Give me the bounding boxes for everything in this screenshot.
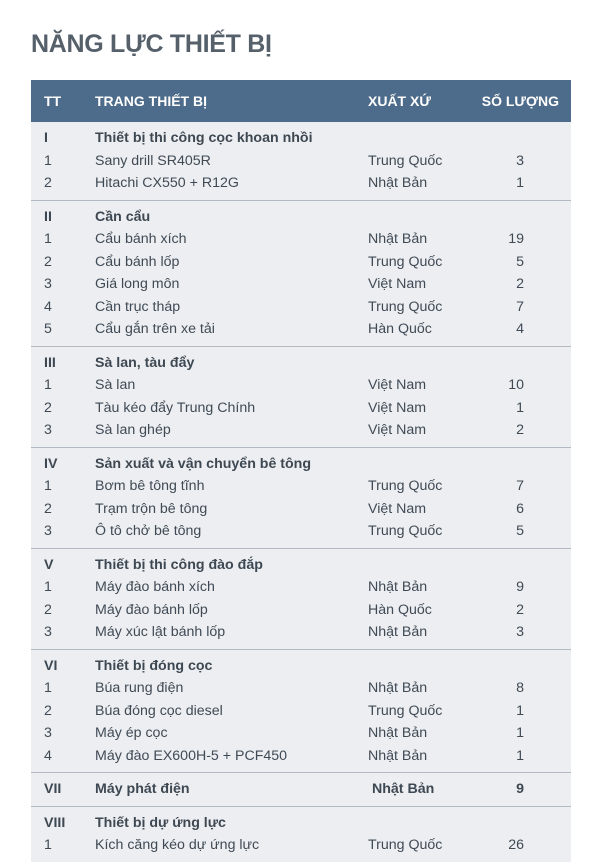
item-quantity: 7	[516, 298, 524, 315]
item-origin: Việt Nam	[368, 500, 427, 517]
item-name: Máy xúc lật bánh lốp	[95, 624, 226, 640]
item-number: 2	[44, 253, 52, 270]
item-number: 1	[44, 231, 52, 247]
item-number: 3	[44, 523, 52, 539]
item-quantity: 5	[516, 523, 524, 539]
group-number: V	[44, 556, 54, 573]
group-header-row	[31, 655, 571, 678]
item-name: Cẩu bánh lốp	[95, 253, 180, 270]
item-name: Cẩu gắn trên xe tải	[95, 321, 215, 337]
group-name: Sản xuất và vận chuyển bê tông	[95, 455, 312, 472]
item-quantity: 1	[516, 702, 524, 719]
group-header-row	[31, 554, 571, 577]
item-origin: Trung Quốc	[368, 523, 443, 539]
item-number: 2	[44, 500, 52, 517]
header-origin: XUẤT XỨ	[368, 93, 431, 109]
item-origin: Nhật Bản	[368, 175, 428, 191]
item-name: Sany drill SR405R	[95, 152, 211, 169]
table-row	[31, 520, 571, 543]
item-number: 4	[44, 298, 52, 315]
item-origin: Nhật Bản	[368, 231, 428, 247]
item-name: Sà lan	[95, 377, 136, 393]
item-origin: Việt Nam	[368, 422, 427, 438]
item-number: 2	[44, 702, 52, 719]
table-group	[31, 447, 571, 548]
item-origin: Việt Nam	[368, 377, 427, 393]
item-quantity: 6	[516, 500, 524, 517]
item-number: 1	[44, 377, 52, 393]
equipment-table	[31, 80, 571, 862]
item-origin: Nhật Bản	[368, 680, 428, 696]
table-body	[31, 122, 571, 862]
item-number: 1	[44, 837, 52, 853]
item-name: Bơm bê tông tĩnh	[95, 478, 205, 494]
table-group	[31, 806, 571, 862]
group-name: Máy phát điện	[95, 781, 190, 797]
item-quantity: 19	[508, 231, 524, 247]
item-number: 1	[44, 152, 52, 169]
item-number: 3	[44, 725, 52, 741]
item-name: Máy đào bánh xích	[95, 579, 215, 595]
item-quantity: 26	[508, 837, 524, 853]
group-number: VII	[44, 781, 62, 797]
item-name: Máy đào EX600H-5 + PCF450	[95, 747, 288, 764]
table-row	[31, 722, 571, 745]
group-name: Sà lan, tàu đẩy	[95, 354, 195, 371]
table-group	[31, 122, 571, 200]
table-row	[31, 834, 571, 857]
group-name: Cần cẩu	[95, 208, 151, 225]
group-name: Thiết bị thi công cọc khoan nhồi	[95, 130, 313, 146]
table-row	[31, 318, 571, 341]
item-origin: Hàn Quốc	[368, 601, 432, 618]
item-quantity: 10	[508, 377, 524, 393]
item-origin: Trung Quốc	[368, 253, 443, 270]
item-number: 1	[44, 478, 52, 494]
item-origin: Trung Quốc	[368, 702, 443, 719]
table-row	[31, 599, 571, 622]
item-quantity: 1	[516, 747, 524, 764]
item-number: 2	[44, 399, 52, 416]
item-number: 1	[44, 680, 52, 696]
item-quantity: 2	[516, 422, 524, 438]
item-number: 5	[44, 321, 52, 337]
item-origin: Việt Nam	[368, 276, 427, 292]
item-quantity: 1	[516, 725, 524, 741]
item-origin: Nhật Bản	[368, 725, 428, 741]
group-header-row	[31, 352, 571, 375]
group-number: IV	[44, 455, 58, 472]
table-row	[31, 677, 571, 700]
table-row	[31, 228, 571, 251]
item-name: Cần trục tháp	[95, 298, 181, 315]
table-row	[31, 498, 571, 521]
item-name: Trạm trộn bê tông	[95, 500, 208, 517]
item-origin: Nhật Bản	[368, 624, 428, 640]
item-origin: Trung Quốc	[368, 837, 443, 853]
group-header-row	[31, 453, 571, 476]
group-header-row	[31, 778, 571, 801]
group-quantity: 9	[516, 781, 524, 797]
table-row	[31, 172, 571, 195]
table-row	[31, 700, 571, 723]
item-name: Giá long môn	[95, 276, 180, 292]
group-name: Thiết bị đóng cọc	[95, 657, 213, 674]
table-row	[31, 273, 571, 296]
item-name: Máy ép cọc	[95, 725, 168, 741]
page-title: NĂNG LỰC THIẾT BỊ	[31, 30, 272, 58]
table-group	[31, 649, 571, 773]
item-name: Ô tô chở bê tông	[95, 523, 202, 539]
item-quantity: 3	[516, 152, 524, 169]
item-origin: Trung Quốc	[368, 478, 443, 494]
item-quantity: 2	[516, 601, 524, 618]
item-origin: Trung Quốc	[368, 152, 443, 169]
table-group	[31, 200, 571, 346]
table-group	[31, 346, 571, 447]
item-quantity: 1	[516, 399, 524, 416]
item-name: Hitachi CX550 + R12G	[95, 175, 239, 191]
table-row	[31, 621, 571, 644]
header-tt: TT	[44, 93, 62, 109]
group-header-row	[31, 812, 571, 835]
item-name: Máy đào bánh lốp	[95, 601, 208, 618]
group-number: I	[44, 130, 48, 146]
item-number: 3	[44, 624, 52, 640]
table-row	[31, 475, 571, 498]
table-row	[31, 745, 571, 768]
table-row	[31, 374, 571, 397]
item-origin: Trung Quốc	[368, 298, 443, 315]
table-row	[31, 576, 571, 599]
table-header	[31, 80, 571, 122]
item-quantity: 1	[516, 175, 524, 191]
item-quantity: 2	[516, 276, 524, 292]
item-number: 2	[44, 601, 52, 618]
group-origin: Nhật Bản	[372, 781, 435, 797]
group-number: III	[44, 354, 56, 371]
item-number: 3	[44, 422, 52, 438]
item-quantity: 9	[516, 579, 524, 595]
item-name: Búa đóng cọc diesel	[95, 702, 223, 719]
group-header-row	[31, 206, 571, 229]
item-quantity: 4	[516, 321, 524, 337]
group-header-row	[31, 127, 571, 150]
item-number: 3	[44, 276, 52, 292]
item-origin: Nhật Bản	[368, 747, 428, 764]
table-row	[31, 397, 571, 420]
header-name: TRANG THIẾT BỊ	[95, 93, 207, 109]
item-name: Kích căng kéo dự ứng lực	[95, 837, 260, 853]
table-group	[31, 548, 571, 649]
item-name: Tàu kéo đẩy Trung Chính	[95, 399, 256, 416]
group-name: Thiết bị dự ứng lực	[95, 814, 226, 831]
item-number: 2	[44, 175, 52, 191]
item-number: 4	[44, 747, 52, 764]
item-quantity: 3	[516, 624, 524, 640]
item-quantity: 8	[516, 680, 524, 696]
item-quantity: 7	[516, 478, 524, 494]
group-number: VI	[44, 657, 58, 674]
table-row	[31, 251, 571, 274]
item-origin: Hàn Quốc	[368, 321, 432, 337]
item-number: 1	[44, 579, 52, 595]
group-number: II	[44, 208, 52, 225]
table-row	[31, 150, 571, 173]
item-name: Sà lan ghép	[95, 422, 171, 438]
item-origin: Nhật Bản	[368, 579, 428, 595]
item-name: Búa rung điện	[95, 680, 184, 696]
table-row	[31, 296, 571, 319]
group-name: Thiết bị thi công đào đắp	[95, 556, 263, 573]
item-quantity: 5	[516, 253, 524, 270]
table-group	[31, 772, 571, 806]
item-origin: Việt Nam	[368, 399, 427, 416]
item-name: Cẩu bánh xích	[95, 231, 187, 247]
header-qty: SỐ LƯỢNG	[481, 93, 559, 109]
group-number: VIII	[44, 814, 66, 831]
table-row	[31, 419, 571, 442]
